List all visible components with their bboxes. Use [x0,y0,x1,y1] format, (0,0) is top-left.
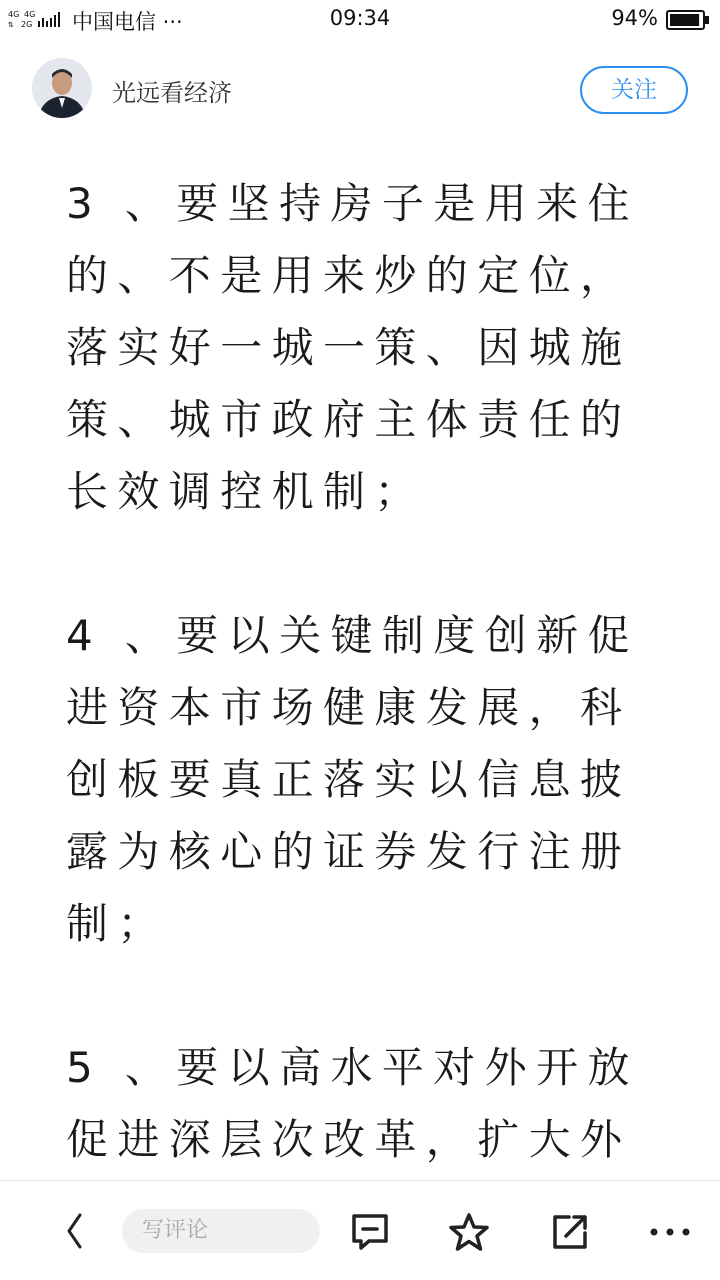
carrier-label: 中国电信 ··· [72,10,183,34]
battery-icon [666,10,710,30]
avatar[interactable] [32,58,92,118]
follow-button[interactable]: 关注 [580,66,688,114]
star-icon [448,1211,490,1253]
svg-text:⇅: ⇅ [8,21,14,29]
more-button[interactable] [648,1211,692,1253]
article-body [66,168,666,1178]
svg-text:4G: 4G [8,10,20,19]
clock: 09:34 [329,6,391,30]
comment-button[interactable] [349,1211,391,1253]
status-bar [0,0,720,38]
comment-input[interactable]: 写评论 [122,1209,320,1253]
bottom-toolbar [0,1180,720,1280]
favorite-button[interactable] [448,1211,490,1253]
battery-percent: 94% [611,6,658,30]
back-icon[interactable] [60,1211,90,1251]
share-icon [549,1211,591,1253]
svg-text:4G: 4G [24,10,36,19]
svg-text:2G: 2G [21,20,33,29]
article-paragraph: 3 、要坚持房子是用来住的、不是用来炒的定位，落实好一城一策、因城施策、城市政府主体责任的长效调控机制； [66,179,639,516]
comment-icon [349,1211,391,1253]
article-paragraph: 5 、要以高水平对外开放促进深层次改革，扩大外 [66,1043,639,1164]
more-icon [648,1211,692,1253]
avatar-image [32,58,92,118]
article-paragraph: 4 、要以关键制度创新促进资本市场健康发展，科创板要真正落实以信息披露为核心的证券发行注册制； [66,611,639,948]
author-header [0,58,720,124]
author-name[interactable]: 光远看经济 [112,79,232,107]
share-button[interactable] [549,1211,591,1253]
